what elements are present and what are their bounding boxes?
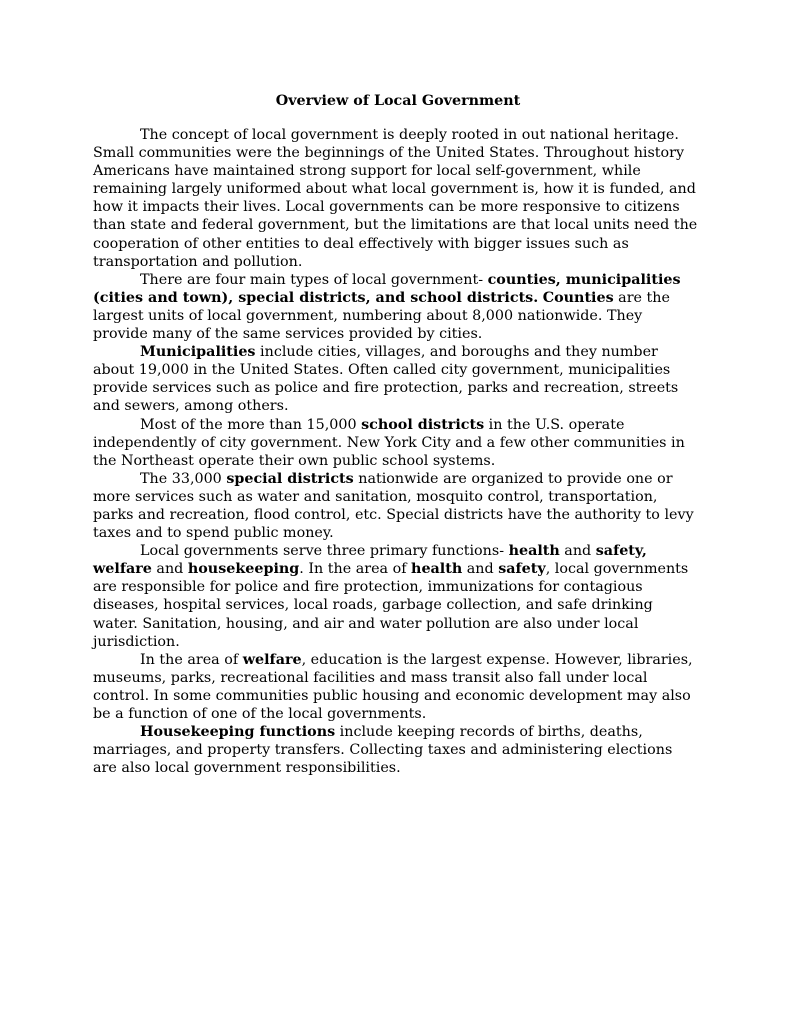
document-title: Overview of Local Government xyxy=(275,93,521,109)
text-run: and xyxy=(462,561,499,578)
bold-term: Housekeeping functions xyxy=(140,724,336,741)
bold-term: welfare xyxy=(242,651,302,668)
text-run: and xyxy=(151,561,188,578)
document-body xyxy=(93,126,699,777)
bold-term: school districts xyxy=(361,416,485,433)
text-run: nationwide are organized to provide one or more services such as water and sanitation, mosquito control, transportation, parks and recreation, flood control, etc. Special districts have the authority to levy taxes and to spend public money. xyxy=(93,470,694,542)
bold-term: special districts xyxy=(226,470,354,487)
body-paragraph xyxy=(93,343,699,415)
bold-term: health xyxy=(411,561,463,578)
bold-term: Municipalities xyxy=(140,344,256,361)
bold-term: health xyxy=(508,543,560,560)
text-run: include cities, villages, and boroughs and they number about 19,000 in the United States. Often called city government, municipalities provide services such as police and fire protection, parks and recreation, streets and sewers, among others. xyxy=(93,344,679,415)
body-paragraph xyxy=(93,470,699,542)
text-run: are the largest units of local government, numbering about 8,000 nationwide. They provide many of the same services provided by cities. xyxy=(93,289,670,343)
text-run: The 33,000 xyxy=(140,470,227,487)
body-paragraph xyxy=(93,723,699,777)
text-run: include keeping records of births, deaths, marriages, and property transfers. Collecting taxes and administering elections are also local government responsibilities. xyxy=(93,724,673,777)
bold-term: safety, welfare xyxy=(93,543,647,578)
bold-term: counties, municipalities (cities and town), special districts, and school districts. xyxy=(93,271,681,306)
bold-term: safety xyxy=(498,561,546,578)
text-run: The concept of local government is deeply rooted in out national heritage. Small communities were the beginnings of the United States. Throughout history Americans have maintained strong support for local self-government, while remaining largely uniformed about what local government is, how it is funded, and how it impacts their lives. Local governments can be more responsive to citizens than state and federal government, but the limitations are that local units need the cooperation of other entities to deal effectively with bigger issues such as transportation and pollution. xyxy=(93,127,698,270)
bold-term: housekeeping xyxy=(187,561,300,578)
text-run: Local governments serve three primary functions- xyxy=(140,543,509,560)
text-run: , education is the largest expense. However, libraries, museums, parks, recreational facilities and mass transit also fall under local control. In some communities public housing and economic development may also be a function of one of the local governments. xyxy=(93,651,693,722)
body-paragraph xyxy=(93,271,699,343)
bold-term: Counties xyxy=(542,289,614,306)
text-run: and xyxy=(559,543,596,560)
body-paragraph xyxy=(93,651,699,723)
text-run: , local governments are responsible for police and fire protection, immunizations for contagious diseases, hospital services, local roads, garbage collection, and safe drinking water. Sanitation, housing, and air and water pollution are also under local jurisdiction. xyxy=(93,561,689,650)
body-paragraph xyxy=(93,126,699,271)
text-run: in the U.S. operate independently of city government. New York City and a few other communities in the Northeast operate their own public school systems. xyxy=(93,416,685,469)
body-paragraph xyxy=(93,416,699,470)
text-run: . In the area of xyxy=(299,561,412,578)
text-run: In the area of xyxy=(140,651,243,668)
body-paragraph xyxy=(93,542,699,651)
text-run: Most of the more than 15,000 xyxy=(140,416,362,433)
document-page xyxy=(93,92,699,777)
text-run: There are four main types of local government- xyxy=(140,271,488,288)
